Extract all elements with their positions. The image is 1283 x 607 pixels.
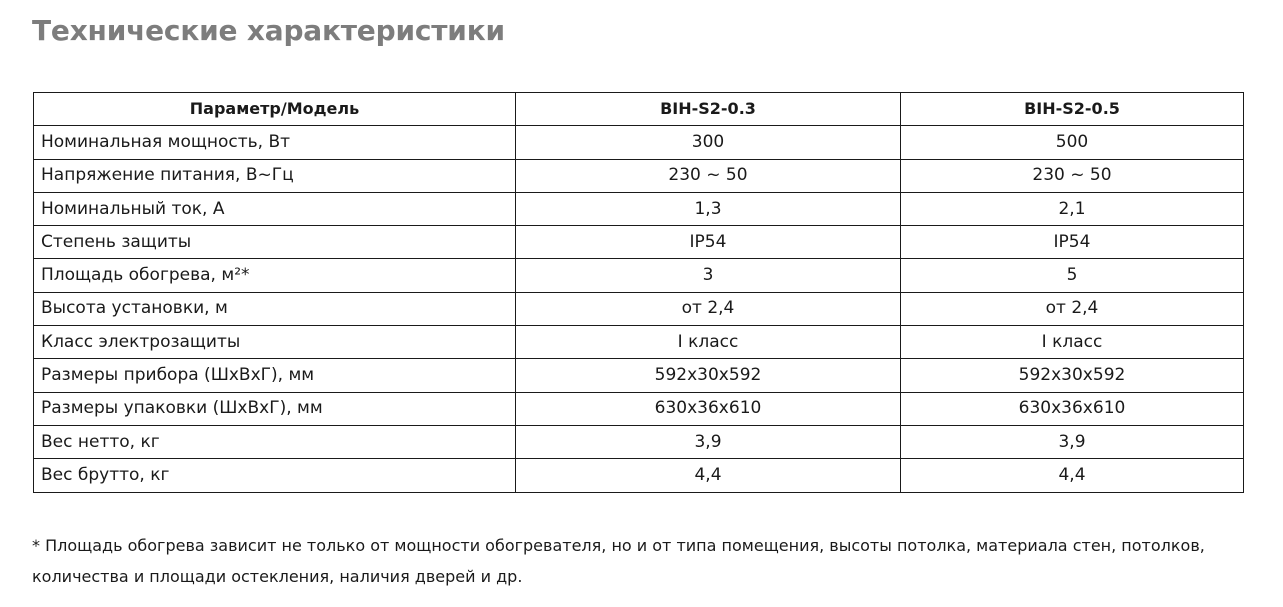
- column-header-parameter: Параметр/Модель: [34, 93, 516, 126]
- row-value-model-1: I класс: [516, 326, 901, 359]
- row-value-model-1: IP54: [516, 226, 901, 259]
- row-value-model-2: 230 ~ 50: [901, 159, 1244, 192]
- page-title: Технические характеристики: [32, 14, 505, 47]
- row-parameter: Степень защиты: [34, 226, 516, 259]
- row-value-model-1: 230 ~ 50: [516, 159, 901, 192]
- table-row: [34, 226, 1244, 259]
- row-value-model-2: I класс: [901, 326, 1244, 359]
- table-row: [34, 159, 1244, 192]
- footnote: * Площадь обогрева зависит не только от мощности обогревателя, но и от типа помещения, высоты потолка, материала стен, потолков, количества и площади остекления, наличия дверей и др.: [32, 536, 1205, 586]
- row-value-model-1: 3: [516, 259, 901, 292]
- row-parameter: Номинальный ток, А: [34, 192, 516, 225]
- table-row: [34, 192, 1244, 225]
- table-row: [34, 459, 1244, 492]
- row-value-model-1: 3,9: [516, 425, 901, 458]
- row-parameter: Вес брутто, кг: [34, 459, 516, 492]
- row-value-model-2: 4,4: [901, 459, 1244, 492]
- row-value-model-1: 300: [516, 126, 901, 159]
- table-row: [34, 392, 1244, 425]
- table-row: [34, 292, 1244, 325]
- table-row: [34, 326, 1244, 359]
- column-header-model-1: BIH-S2-0.3: [516, 93, 901, 126]
- row-value-model-2: IP54: [901, 226, 1244, 259]
- row-parameter: Площадь обогрева, м²*: [34, 259, 516, 292]
- table-row: [34, 126, 1244, 159]
- row-value-model-2: 5: [901, 259, 1244, 292]
- row-parameter: Размеры прибора (ШхВхГ), мм: [34, 359, 516, 392]
- row-value-model-1: от 2,4: [516, 292, 901, 325]
- row-parameter: Размеры упаковки (ШхВхГ), мм: [34, 392, 516, 425]
- row-value-model-2: от 2,4: [901, 292, 1244, 325]
- table-row: [34, 259, 1244, 292]
- row-value-model-1: 592x30x592: [516, 359, 901, 392]
- table-row: [34, 359, 1244, 392]
- row-value-model-2: 500: [901, 126, 1244, 159]
- row-value-model-1: 1,3: [516, 192, 901, 225]
- row-value-model-2: 2,1: [901, 192, 1244, 225]
- row-parameter: Класс электрозащиты: [34, 326, 516, 359]
- row-parameter: Номинальная мощность, Вт: [34, 126, 516, 159]
- row-parameter: Высота установки, м: [34, 292, 516, 325]
- column-header-model-2: BIH-S2-0.5: [901, 93, 1244, 126]
- row-parameter: Напряжение питания, В~Гц: [34, 159, 516, 192]
- row-value-model-2: 3,9: [901, 425, 1244, 458]
- specifications-table: [33, 92, 1244, 493]
- table-row: [34, 425, 1244, 458]
- row-parameter: Вес нетто, кг: [34, 425, 516, 458]
- row-value-model-1: 4,4: [516, 459, 901, 492]
- row-value-model-1: 630x36x610: [516, 392, 901, 425]
- row-value-model-2: 630x36x610: [901, 392, 1244, 425]
- row-value-model-2: 592x30x592: [901, 359, 1244, 392]
- table-header-row: [34, 93, 1244, 126]
